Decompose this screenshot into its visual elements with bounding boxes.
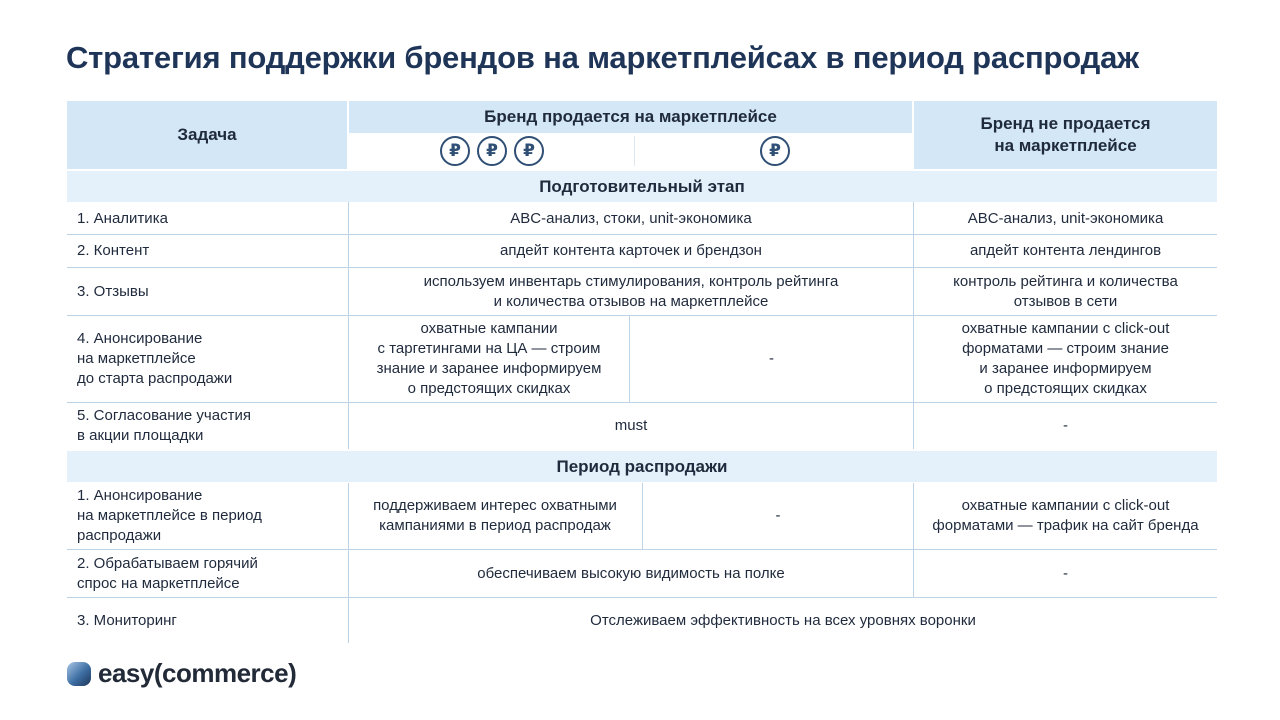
- logo-mark-icon: [66, 661, 92, 687]
- row-sells: используем инвентарь стимулирования, контроль рейтинга и количества отзывов на маркетплейсе: [423, 272, 839, 310]
- section-prep: Подготовительный этап: [67, 171, 1217, 202]
- row-high-budget: охватные кампании с таргетингами на ЦА — строим знание и заранее информируем о предстоящих скидках: [376, 320, 602, 397]
- header-sells-currency-row: [349, 133, 912, 169]
- col-divider: [348, 483, 349, 643]
- header-task: Задача: [67, 101, 347, 169]
- row-sells: апдейт контента карточек и брендзон: [500, 242, 762, 259]
- row-task: 5. Согласование участия в акции площадки: [77, 407, 251, 444]
- row-not-sells: охватные кампании с click-out форматами — строим знание и заранее информируем о предстоящих скидках: [961, 320, 1170, 397]
- col-divider: [913, 202, 914, 449]
- row-task: 1. Анонсирование на маркетплейсе в период распродажи: [77, 487, 262, 544]
- row-sells: ABC-анализ, стоки, unit-экономика: [510, 209, 752, 227]
- col-divider: [348, 202, 349, 449]
- row-task: 3. Мониторинг: [77, 611, 177, 629]
- row-high-budget: поддерживаем интерес охватными кампаниями в период распродаж: [373, 497, 617, 534]
- row-low-budget: -: [775, 507, 781, 524]
- row-all: Отслеживаем эффективность на всех уровнях воронки: [590, 611, 976, 629]
- row-not-sells: апдейт контента лендингов: [969, 242, 1162, 259]
- col-divider: [642, 483, 643, 549]
- brand-logo: [66, 658, 296, 689]
- row-not-sells: ABC-анализ, unit-экономика: [967, 209, 1164, 227]
- row-not-sells: -: [1063, 417, 1068, 434]
- row-task: 2. Контент: [77, 242, 150, 259]
- row-not-sells: -: [1063, 564, 1068, 582]
- row-sells: обеспечиваем высокую видимость на полке: [477, 564, 785, 582]
- logo-text: easy(commerce): [98, 658, 297, 688]
- ruble-icon: ₽: [514, 136, 544, 166]
- header-divider: [634, 136, 635, 166]
- header-not-sells: Бренд не продается на маркетплейсе: [914, 101, 1217, 169]
- section-sale: Период распродажи: [67, 451, 1217, 482]
- ruble-icon: ₽: [760, 136, 790, 166]
- header-sells: Бренд продается на маркетплейсе: [349, 101, 912, 133]
- row-task: 2. Обрабатываем горячий спрос на маркетплейсе: [77, 554, 258, 592]
- page-title: Стратегия поддержки брендов на маркетплейсах в период распродаж: [66, 40, 1139, 75]
- row-not-sells: охватные кампании с click-out форматами — трафик на сайт бренда: [932, 497, 1199, 534]
- ruble-icon: ₽: [440, 136, 470, 166]
- row-task: 3. Отзывы: [77, 282, 149, 300]
- row-not-sells: контроль рейтинга и количества отзывов в сети: [953, 272, 1178, 310]
- col-divider: [913, 483, 914, 597]
- row-task: 1. Аналитика: [77, 209, 168, 227]
- row-low-budget: -: [769, 350, 774, 367]
- row-task: 4. Анонсирование на маркетплейсе до старта распродажи: [77, 330, 233, 387]
- ruble-icon: ₽: [477, 136, 507, 166]
- row-sells: must: [614, 417, 648, 434]
- col-divider: [629, 316, 630, 402]
